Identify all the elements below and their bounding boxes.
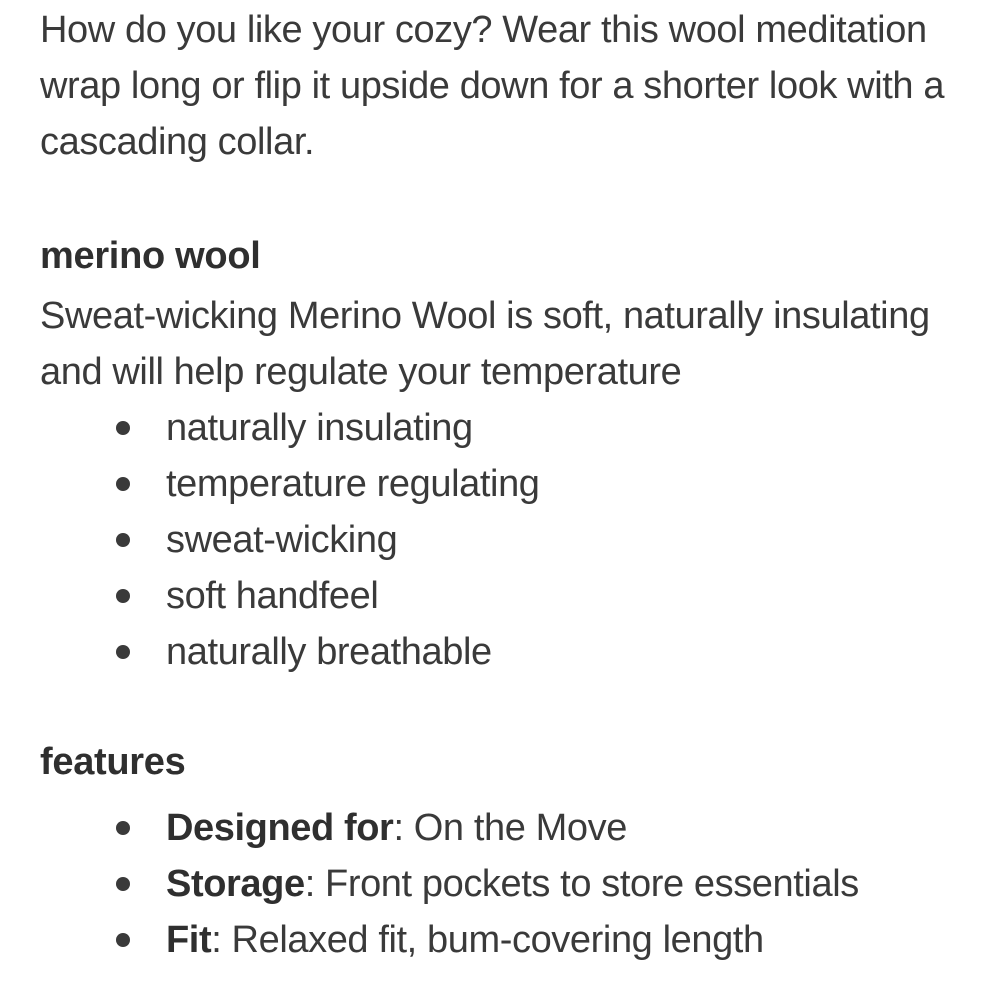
feature-item-designed-for xyxy=(40,800,990,856)
product-description xyxy=(40,0,990,968)
bullet-icon xyxy=(116,933,130,947)
list-item xyxy=(40,456,990,512)
merino-wool-description: Sweat-wicking Merino Wool is soft, naturally insulating and will help regulate your temperature xyxy=(40,295,930,393)
feature-item-storage xyxy=(40,856,990,912)
list-item-text: soft handfeel xyxy=(166,575,379,617)
list-item xyxy=(40,568,990,624)
merino-benefits-list xyxy=(40,400,990,680)
list-item-text: sweat-wicking xyxy=(166,519,398,561)
bullet-icon xyxy=(116,533,130,547)
bullet-icon xyxy=(116,477,130,491)
feature-label: Fit xyxy=(166,919,212,961)
features-heading: features xyxy=(40,741,186,783)
list-item-text: naturally insulating xyxy=(166,407,473,449)
feature-item-fit xyxy=(40,912,990,968)
list-item-text: naturally breathable xyxy=(166,631,492,673)
list-item-text: temperature regulating xyxy=(166,463,540,505)
feature-label: Storage xyxy=(166,863,305,905)
list-item xyxy=(40,512,990,568)
feature-value: : Front pockets to store essentials xyxy=(304,863,859,905)
feature-label: Designed for xyxy=(166,807,394,849)
intro-paragraph: How do you like your cozy? Wear this wool meditation wrap long or flip it upside down for a shorter look with a cascading collar. xyxy=(40,9,945,163)
feature-value: : Relaxed fit, bum-covering length xyxy=(211,919,764,961)
bullet-icon xyxy=(116,421,130,435)
list-item xyxy=(40,400,990,456)
features-list xyxy=(40,800,990,968)
bullet-icon xyxy=(116,821,130,835)
list-item xyxy=(40,624,990,680)
bullet-icon xyxy=(116,877,130,891)
bullet-icon xyxy=(116,645,130,659)
merino-wool-heading: merino wool xyxy=(40,235,261,277)
bullet-icon xyxy=(116,589,130,603)
feature-value: : On the Move xyxy=(393,807,627,849)
